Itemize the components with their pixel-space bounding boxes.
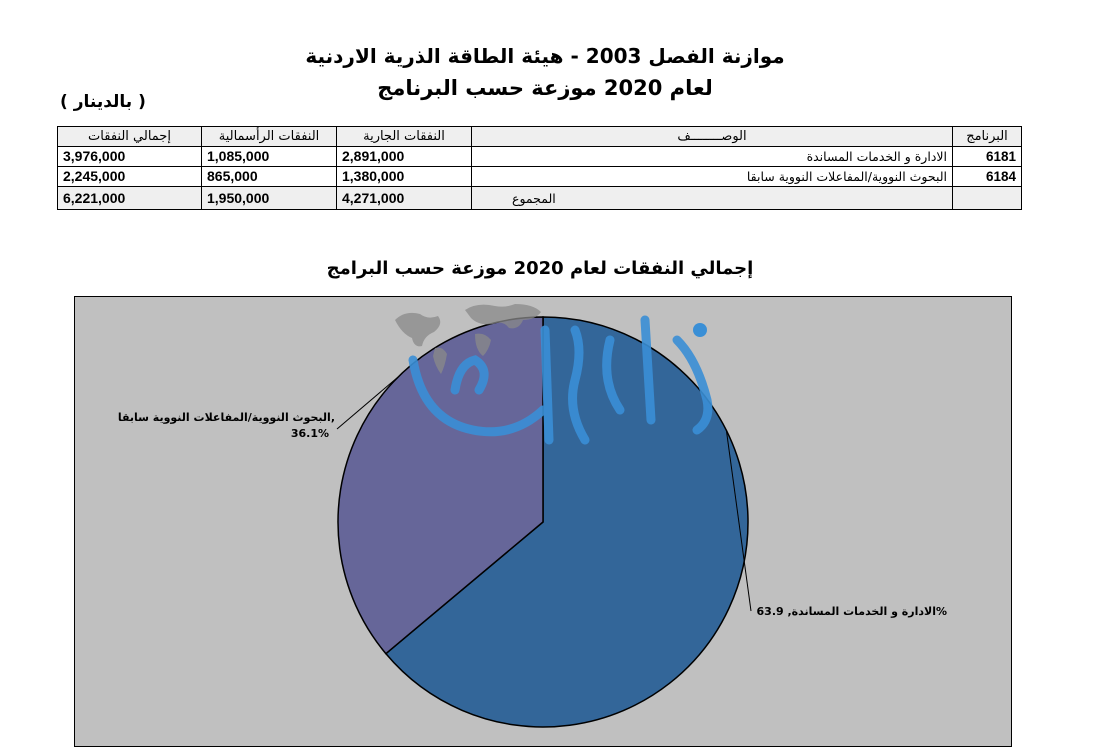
program-code: 6181 [953, 147, 1022, 167]
slice-label-research-percent: 36.1% [290, 427, 329, 440]
column-header: الوصــــــــف [472, 127, 953, 147]
page-title: موازنة الفصل 2003 - هيئة الطاقة الذرية الاردنية [305, 44, 785, 68]
empty-cell [953, 187, 1022, 210]
column-header: النفقات الجارية [337, 127, 472, 147]
current-expenses: 2,891,000 [337, 147, 472, 167]
table-row [58, 167, 1022, 187]
budget-table [57, 126, 1022, 210]
table-total-row [58, 187, 1022, 210]
pie-chart [75, 297, 1011, 746]
chart-title: إجمالي النفقات لعام 2020 موزعة حسب البرامج [326, 258, 754, 279]
program-description: الادارة و الخدمات المساندة [472, 147, 953, 167]
slice-label-administration: الادارة و الخدمات المساندة, 63.9% [756, 605, 947, 618]
grand-total-expenses: 6,221,000 [58, 187, 202, 210]
pie-chart-area [74, 296, 1012, 747]
total-expenses: 3,976,000 [58, 147, 202, 167]
column-header: النفقات الرأسمالية [202, 127, 337, 147]
currency-unit: ( بالدينار ) [60, 92, 146, 112]
program-code: 6184 [953, 167, 1022, 187]
capital-expenses: 865,000 [202, 167, 337, 187]
table-header-row [58, 127, 1022, 147]
page-subtitle: لعام 2020 موزعة حسب البرنامج [377, 76, 713, 100]
column-header: البرنامج [953, 127, 1022, 147]
total-capital-expenses: 1,950,000 [202, 187, 337, 210]
table-row [58, 147, 1022, 167]
column-header: إجمالي النفقات [58, 127, 202, 147]
current-expenses: 1,380,000 [337, 167, 472, 187]
program-description: البحوث النووية/المفاعلات النووية سابقا [472, 167, 953, 187]
capital-expenses: 1,085,000 [202, 147, 337, 167]
slice-label-research: البحوث النووية/المفاعلات النووية سابقا, [117, 411, 335, 424]
total-label: المجموع [472, 187, 953, 210]
total-expenses: 2,245,000 [58, 167, 202, 187]
total-current-expenses: 4,271,000 [337, 187, 472, 210]
